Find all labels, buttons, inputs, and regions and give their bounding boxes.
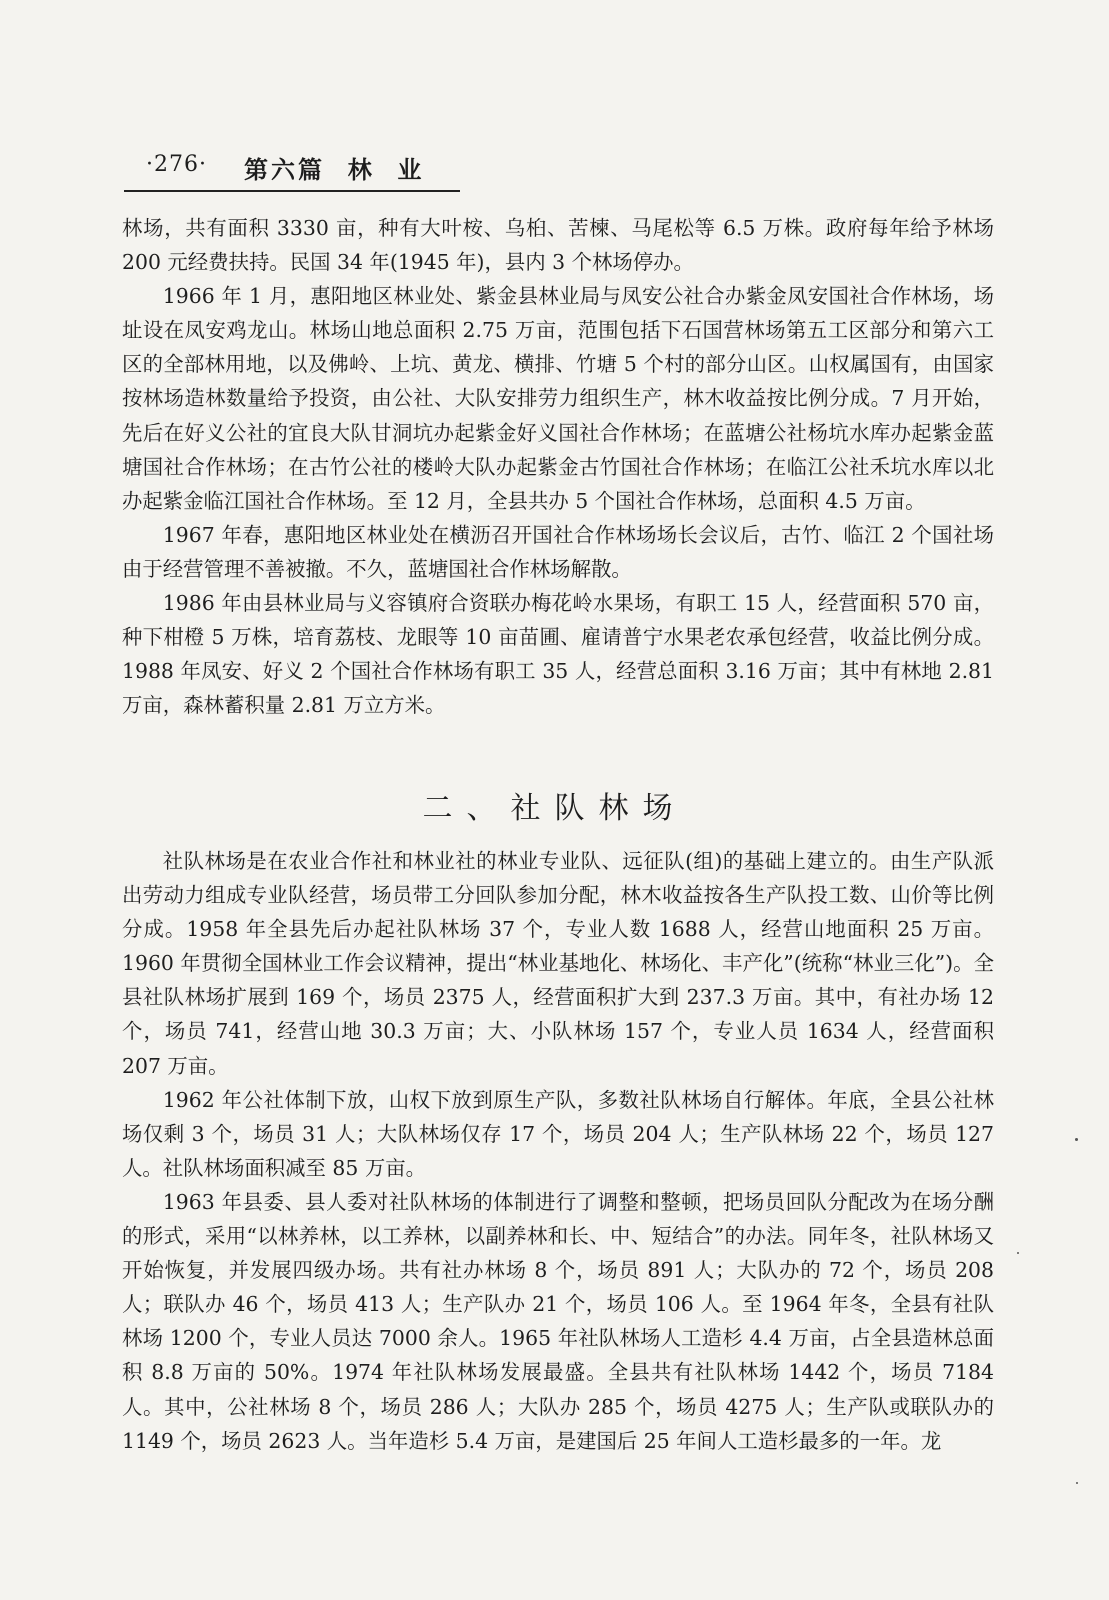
scan-speck [1075,1138,1078,1141]
page-header [124,150,460,192]
chapter-heading: 二、社队林场 [422,791,687,826]
paragraph: 1967 年春，惠阳地区林业处在横沥召开国社合作林场场长会议后，古竹、临江 2 个国社场由于经营管理不善被撤。不久，蓝塘国社合作林场解散。 [122,522,994,581]
text-block-2 [122,844,994,1458]
paragraph: 社队林场是在农业合作社和林业社的林业专业队、远征队(组)的基础上建立的。由生产队派出劳动力组成专业队经营，场员带工分回队参加分配，林木收益按各生产队投工数、山价等比例分成。1958 年全县先后办起社队林场 37 个，专业人数 1688 人，经营山地面积 25 万亩。1960 年贯彻全国林业工作会议精神，提出“林业基地化、林场化、丰产化”(统称“林业三化”)。全县社队林场扩展到 169 个，场员 2375 人，经营面积扩大到 237.3 万亩。其中，有社办场 12 个，场员 741，经营山地 30.3 万亩；大、小队林场 157 个，专业人员 1634 人，经营面积 207 万亩。 [122,849,994,1078]
paragraph: 林场，共有面积 3330 亩，种有大叶桉、乌桕、苦楝、马尾松等 6.5 万株。政府每年给予林场 200 元经费扶持。民国 34 年(1945 年)，县内 3 个林场停办。 [122,216,994,275]
paragraph: 1986 年由县林业局与义容镇府合资联办梅花岭水果场，有职工 15 人，经营面积 570 亩，种下柑橙 5 万株，培育荔枝、龙眼等 10 亩苗圃、雇请普宁水果老农承包经营，收益比例分成。1988 年凤安、好义 2 个国社合作林场有职工 35 人，经营总面积 3.16 万亩；其中有林地 2.81 万亩，森林蓄积量 2.81 万立方米。 [122,591,994,718]
paragraph: 1966 年 1 月，惠阳地区林业处、紫金县林业局与凤安公社合办紫金凤安国社合作林场，场址设在凤安鸡龙山。林场山地总面积 2.75 万亩，范围包括下石国营林场第五工区部分和第六工区的全部林用地，以及佛岭、上坑、黄龙、横排、竹塘 5 个村的部分山区。山权属国有，由国家按林场造林数量给予投资，由公社、大队安排劳力组织生产，林木收益按比例分成。7 月开始，先后在好义公社的宜良大队甘洞坑办起紫金好义国社合作林场；在蓝塘公社杨坑水库办起紫金蓝塘国社合作林场；在古竹公社的楼岭大队办起紫金古竹国社合作林场；在临江公社禾坑水库以北办起紫金临江国社合作林场。至 12 月，全县共办 5 个国社合作林场，总面积 4.5 万亩。 [122,284,994,513]
section-title: 第六篇 林 业 [244,155,425,184]
paragraph: 1962 年公社体制下放，山权下放到原生产队，多数社队林场自行解体。年底，全县公社林场仅剩 3 个，场员 31 人；大队林场仅存 17 个，场员 204 人；生产队林场 22 个，场员 127 人。社队林场面积减至 85 万亩。 [122,1087,994,1180]
scan-speck [1076,1482,1078,1484]
scan-speck [1017,1252,1019,1254]
paragraph: 1963 年县委、县人委对社队林场的体制进行了调整和整顿，把场员回队分配改为在场分酬的形式，采用“以林养林，以工养林，以副养林和长、中、短结合”的办法。同年冬，社队林场又开始恢复，并发展四级办场。共有社办林场 8 个，场员 891 人；大队办的 72 个，场员 208 人；联队办 46 个，场员 413 人；生产队办 21 个，场员 106 人。至 1964 年冬，全县有社队林场 1200 个，专业人员达 7000 余人。1965 年社队林场人工造杉 4.4 万亩，占全县造林总面积 8.8 万亩的 50%。1974 年社队林场发展最盛。全县共有社队林场 1442 个，场员 7184 人。其中，公社林场 8 个，场员 286 人；大队办 285 个，场员 4275 人；生产队或联队办的 1149 个，场员 2623 人。当年造杉 5.4 万亩，是建国后 25 年间人工造杉最多的一年。龙 [122,1189,994,1453]
page-number: ·276· [146,152,207,177]
text-block-1 [122,211,994,722]
